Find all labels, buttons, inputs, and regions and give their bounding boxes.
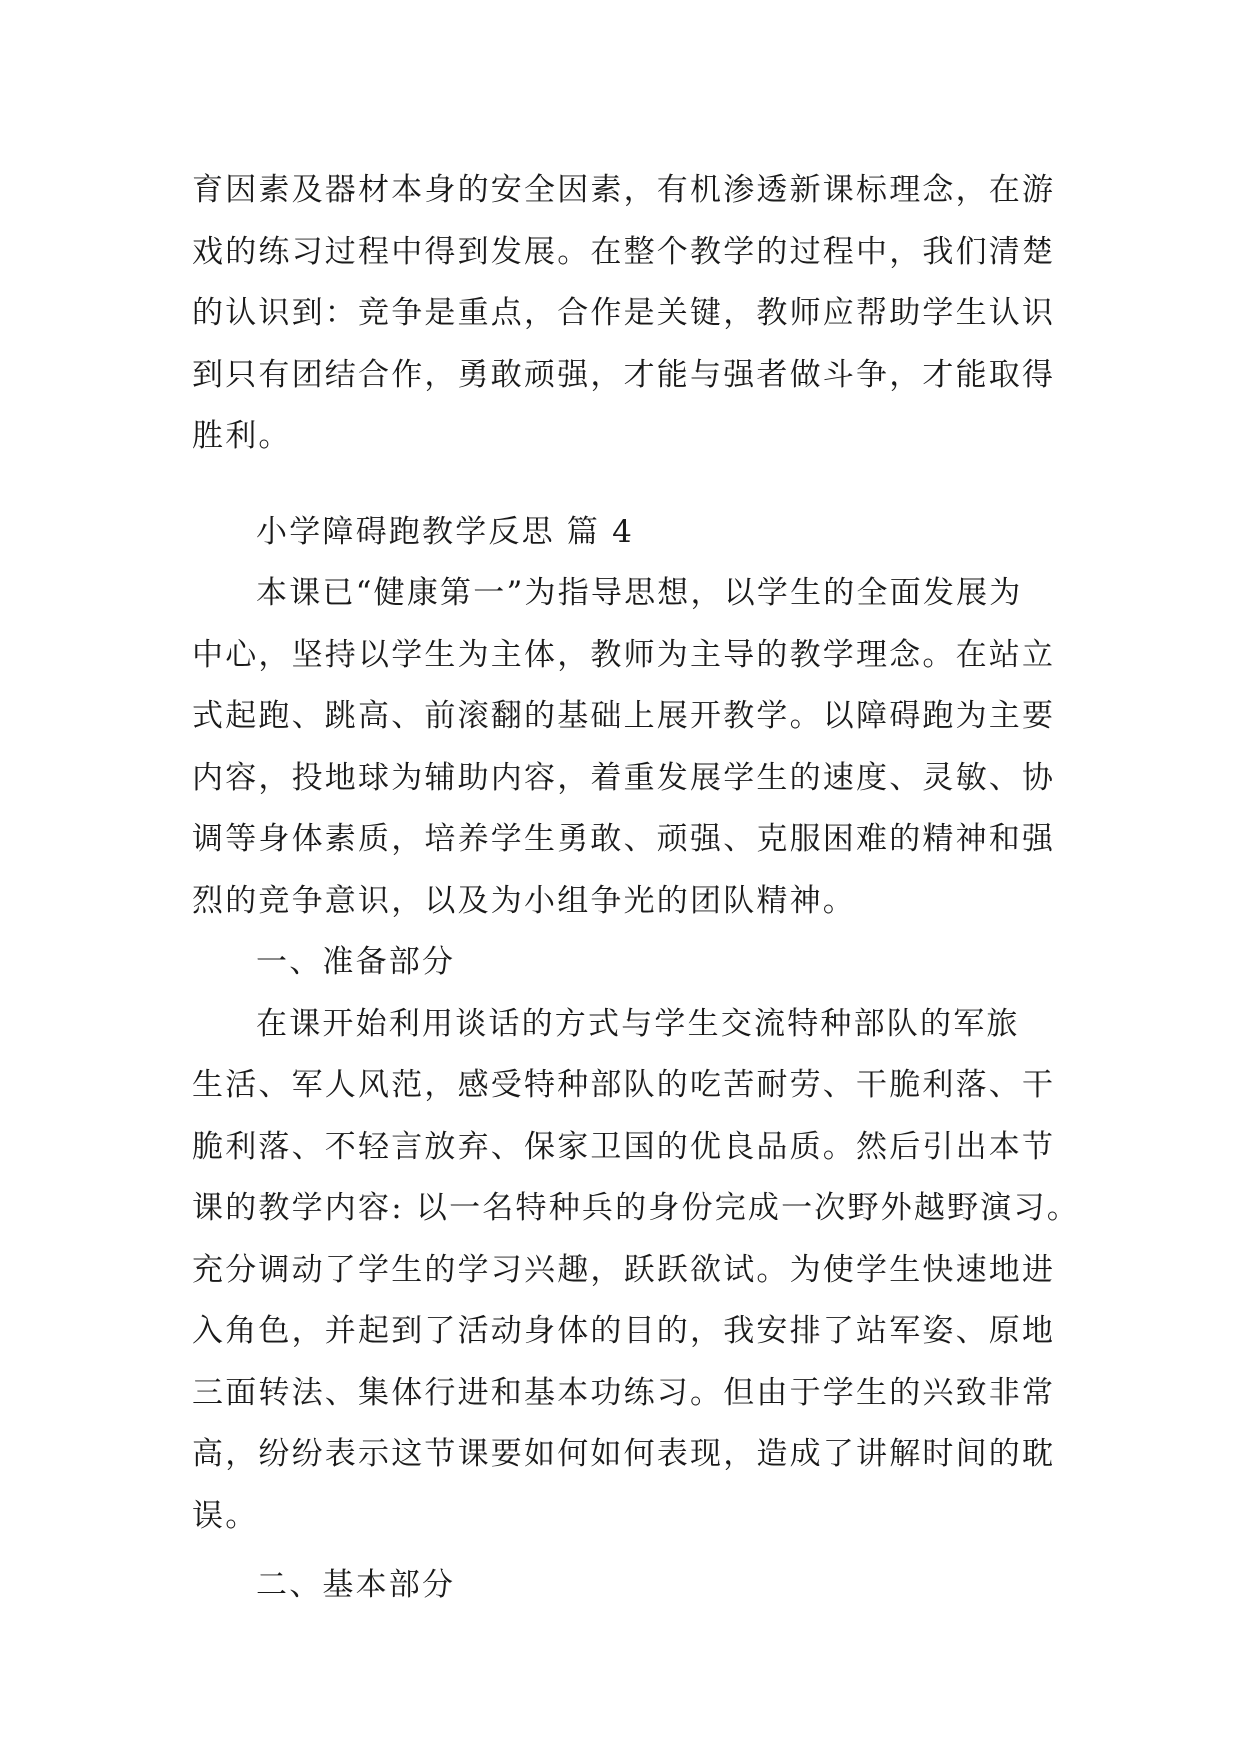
text-line: 课的教学内容: 以一名特种兵的身份完成一次野外越野演习。 [192, 1190, 1080, 1226]
text-line: 充分调动了学生的学习兴趣，跃跃欲试。为使学生快速地进 [192, 1251, 1056, 1288]
text-line: 高，纷纷表示这节课要如何如何表现，造成了讲解时间的耽 [192, 1436, 1056, 1472]
text-line: 到只有团结合作，勇敢顽强，才能与强者做斗争，才能取得 [192, 356, 1056, 393]
text-line: 式起跑、跳高、前滚翻的基础上展开教学。以障碍跑为主要 [192, 698, 1056, 734]
text-line: 生活、军人风范，感受特种部队的吃苦耐劳、干脆利落、干 [192, 1067, 1056, 1103]
text-line: 戏的练习过程中得到发展。在整个教学的过程中，我们清楚 [192, 233, 1056, 270]
paragraph-intro [192, 563, 1056, 932]
subsection-heading-basic: 二、基本部分 [256, 1567, 456, 1603]
section-heading: 小学障碍跑教学反思 篇 4 [256, 513, 635, 550]
text-line: 中心，坚持以学生为主体，教师为主导的教学理念。在站立 [192, 636, 1056, 673]
text-line: 胜利。 [192, 418, 292, 454]
text-line: 的认识到：竞争是重点，合作是关键，教师应帮助学生认识 [192, 295, 1056, 331]
text-line: 烈的竞争意识，以及为小组争光的团队精神。 [192, 882, 856, 919]
text-line: 入角色，并起到了活动身体的目的，我安排了站军姿、原地 [192, 1313, 1056, 1349]
text-line: 本课已“健康第一”为指导思想，以学生的全面发展为 [256, 575, 1023, 611]
text-line: 三面转法、集体行进和基本功练习。但由于学生的兴致非常 [192, 1374, 1056, 1411]
subsection-heading-prep: 一、准备部分 [256, 944, 456, 980]
text-line: 误。 [192, 1497, 259, 1534]
text-line: 内容，投地球为辅助内容，着重发展学生的速度、灵敏、协 [192, 759, 1056, 796]
text-line: 脆利落、不轻言放弃、保家卫国的优良品质。然后引出本节 [192, 1128, 1056, 1165]
document-page [192, 160, 1080, 1617]
paragraph-prep [192, 994, 1080, 1548]
text-line: 在课开始利用谈话的方式与学生交流特种部队的军旅 [256, 1005, 1020, 1042]
text-line: 调等身体素质，培养学生勇敢、顽强、克服困难的精神和强 [192, 821, 1056, 857]
text-line: 育因素及器材本身的安全因素，有机渗透新课标理念，在游 [192, 172, 1056, 208]
paragraph-continued [192, 160, 1056, 468]
